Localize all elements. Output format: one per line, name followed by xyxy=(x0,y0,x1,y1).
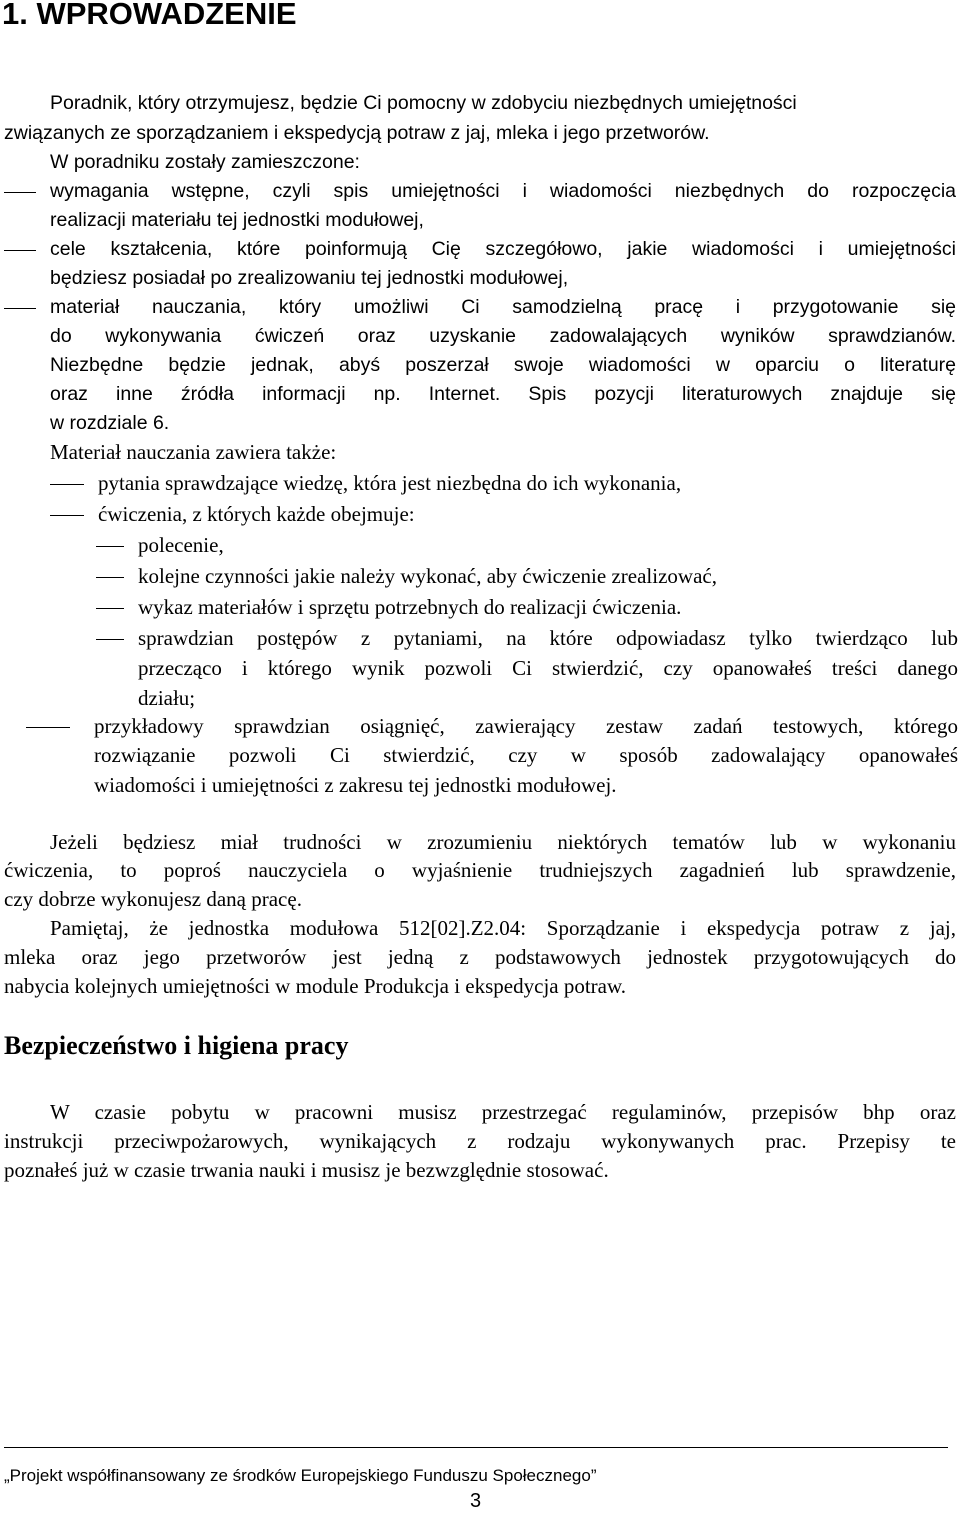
contents-item: do wykonywania ćwiczeń oraz uzyskanie zadowalających wyników sprawdzianów. xyxy=(50,325,956,347)
section-heading: Bezpieczeństwo i higiena pracy xyxy=(4,1031,349,1060)
bullet-dash xyxy=(4,192,36,193)
exercise-subitem: kolejne czynności jakie należy wykonać, aby ćwiczenie zrealizować, xyxy=(138,564,717,588)
exercise-subitem: wykaz materiałów i sprzętu potrzebnych do realizacji ćwiczenia. xyxy=(138,595,682,619)
remember-line: mleka oraz jego przetworów jest jedną z podstawowych jednostek przygotowujących do xyxy=(4,945,956,969)
intro-line: W poradniku zostały zamieszczone: xyxy=(50,151,360,173)
bullet-dash xyxy=(96,608,124,609)
difficulty-line: Jeżeli będziesz miał trudności w zrozumieniu niektórych tematów lub w wykonaniu xyxy=(50,830,956,854)
bhp-line: poznałeś już w czasie trwania nauki i musisz je bezwzględnie stosować. xyxy=(4,1158,609,1182)
bullet-dash xyxy=(26,727,70,728)
bullet-dash xyxy=(96,546,124,547)
achievement-item: wiadomości i umiejętności z zakresu tej jednostki modułowej. xyxy=(94,773,617,797)
exercise-subitem: przecząco i którego wynik pozwoli Ci stwierdzić, czy opanowałeś treści danego xyxy=(138,656,958,680)
bullet-dash xyxy=(96,577,124,578)
bullet-dash xyxy=(50,484,84,485)
intro-line: związanych ze sporządzaniem i ekspedycją potraw z jaj, mleka i jego przetworów. xyxy=(4,122,710,144)
exercise-subitem: sprawdzian postępów z pytaniami, na które odpowiadasz tylko twierdząco lub xyxy=(138,626,958,650)
page-number: 3 xyxy=(470,1490,482,1512)
achievement-item: przykładowy sprawdzian osiągnięć, zawierający zestaw zadań testowych, którego xyxy=(94,714,958,738)
material-item: ćwiczenia, z których każde obejmuje: xyxy=(98,502,415,526)
remember-line: Pamiętaj, że jednostka modułowa 512[02].Z2.04: Sporządzanie i ekspedycja potraw z jaj, xyxy=(50,916,956,940)
bullet-dash xyxy=(96,639,124,640)
intro-line: Poradnik, który otrzymujesz, będzie Ci pomocny w zdobyciu niezbędnych umiejętności xyxy=(50,92,797,114)
difficulty-line: czy dobrze wykonujesz daną pracę. xyxy=(4,887,302,911)
bullet-dash xyxy=(4,308,36,309)
literature-line: Niezbędne będzie jednak, abyś poszerzał swoje wiadomości w oparciu o literaturę xyxy=(50,354,956,376)
footer-project-note: „Projekt współfinansowany ze środków Europejskiego Funduszu Społecznego” xyxy=(4,1466,597,1485)
bhp-line: W czasie pobytu w pracowni musisz przestrzegać regulaminów, przepisów bhp oraz xyxy=(50,1100,956,1124)
material-item: pytania sprawdzające wiedzę, która jest niezbędna do ich wykonania, xyxy=(98,471,682,495)
contents-item: wymagania wstępne, czyli spis umiejętności i wiadomości niezbędnych do rozpoczęcia xyxy=(50,180,956,202)
achievement-item: rozwiązanie pozwoli Ci stwierdzić, czy w sposób zadowalający opanowałeś xyxy=(94,743,958,767)
chapter-heading: 1. WPROWADZENIE xyxy=(2,0,297,31)
bullet-dash xyxy=(4,250,36,251)
contents-item: materiał nauczania, który umożliwi Ci samodzielną pracę i przygotowanie się xyxy=(50,296,956,318)
contents-item: realizacji materiału tej jednostki modułowej, xyxy=(50,209,424,231)
exercise-subitem: działu; xyxy=(138,686,196,710)
difficulty-line: ćwiczenia, to poproś nauczyciela o wyjaśnienie trudniejszych zagadnień lub sprawdzenie, xyxy=(4,858,956,882)
contents-item: będziesz posiadał po zrealizowaniu tej jednostki modułowej, xyxy=(50,267,569,289)
contents-item: cele kształcenia, które poinformują Cię szczegółowo, jakie wiadomości i umiejętności xyxy=(50,238,956,260)
literature-line: oraz inne źródła informacji np. Internet. Spis pozycji literaturowych znajduje się xyxy=(50,383,956,405)
material-title: Materiał nauczania zawiera także: xyxy=(50,440,337,464)
exercise-subitem: polecenie, xyxy=(138,533,224,557)
remember-line: nabycia kolejnych umiejętności w module Produkcja i ekspedycja potraw. xyxy=(4,974,627,998)
footer-divider xyxy=(4,1447,948,1448)
literature-line: w rozdziale 6. xyxy=(50,412,170,434)
bullet-dash xyxy=(50,515,84,516)
bhp-line: instrukcji przeciwpożarowych, wynikających z rodzaju wykonywanych prac. Przepisy te xyxy=(4,1129,956,1153)
